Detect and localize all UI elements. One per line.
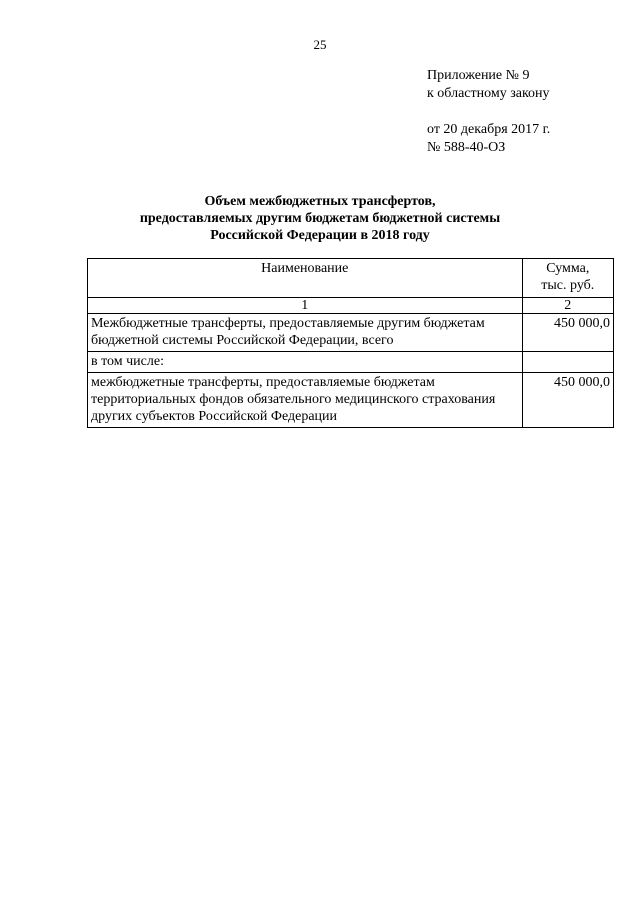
document-title [0, 193, 640, 244]
table-row [88, 373, 614, 428]
header-name-cell: Наименование [88, 259, 523, 298]
column-number-row [88, 298, 614, 314]
appendix-block [427, 67, 550, 157]
appendix-law-number: № 588-40-ОЗ [427, 140, 506, 155]
appendix-title: Приложение № 9 [427, 68, 530, 83]
column-number-2: 2 [522, 298, 613, 314]
row-name-cell: Межбюджетные трансферты, предоставляемые другим бюджетам бюджетной системы Российской Федерации, всего [88, 314, 523, 352]
header-sum-unit: тыс. руб. [541, 278, 595, 293]
column-number-1: 1 [88, 298, 523, 314]
title-line-3: Российской Федерации в 2018 году [210, 228, 430, 243]
row-sum-cell [522, 352, 613, 373]
transfers-table [87, 258, 614, 428]
row-name-cell: межбюджетные трансферты, предоставляемые бюджетам территориальных фондов обязательного медицинского страхования других субъектов Российской Федерации [88, 373, 523, 428]
row-name-cell: в том числе: [88, 352, 523, 373]
row-sum-cell: 450 000,0 [522, 373, 613, 428]
page-number: 25 [313, 37, 327, 52]
header-sum-label: Сумма, [546, 261, 590, 276]
appendix-gap [427, 103, 550, 121]
appendix-date: от 20 декабря 2017 г. [427, 122, 551, 137]
table-row [88, 352, 614, 373]
title-line-1: Объем межбюджетных трансфертов, [204, 194, 436, 209]
title-line-2: предоставляемых другим бюджетам бюджетной системы [139, 211, 501, 226]
table-header-row [88, 259, 614, 298]
table-row [88, 314, 614, 352]
appendix-law-reference: к областному закону [427, 86, 550, 101]
row-sum-cell: 450 000,0 [522, 314, 613, 352]
header-sum-cell [522, 259, 613, 298]
